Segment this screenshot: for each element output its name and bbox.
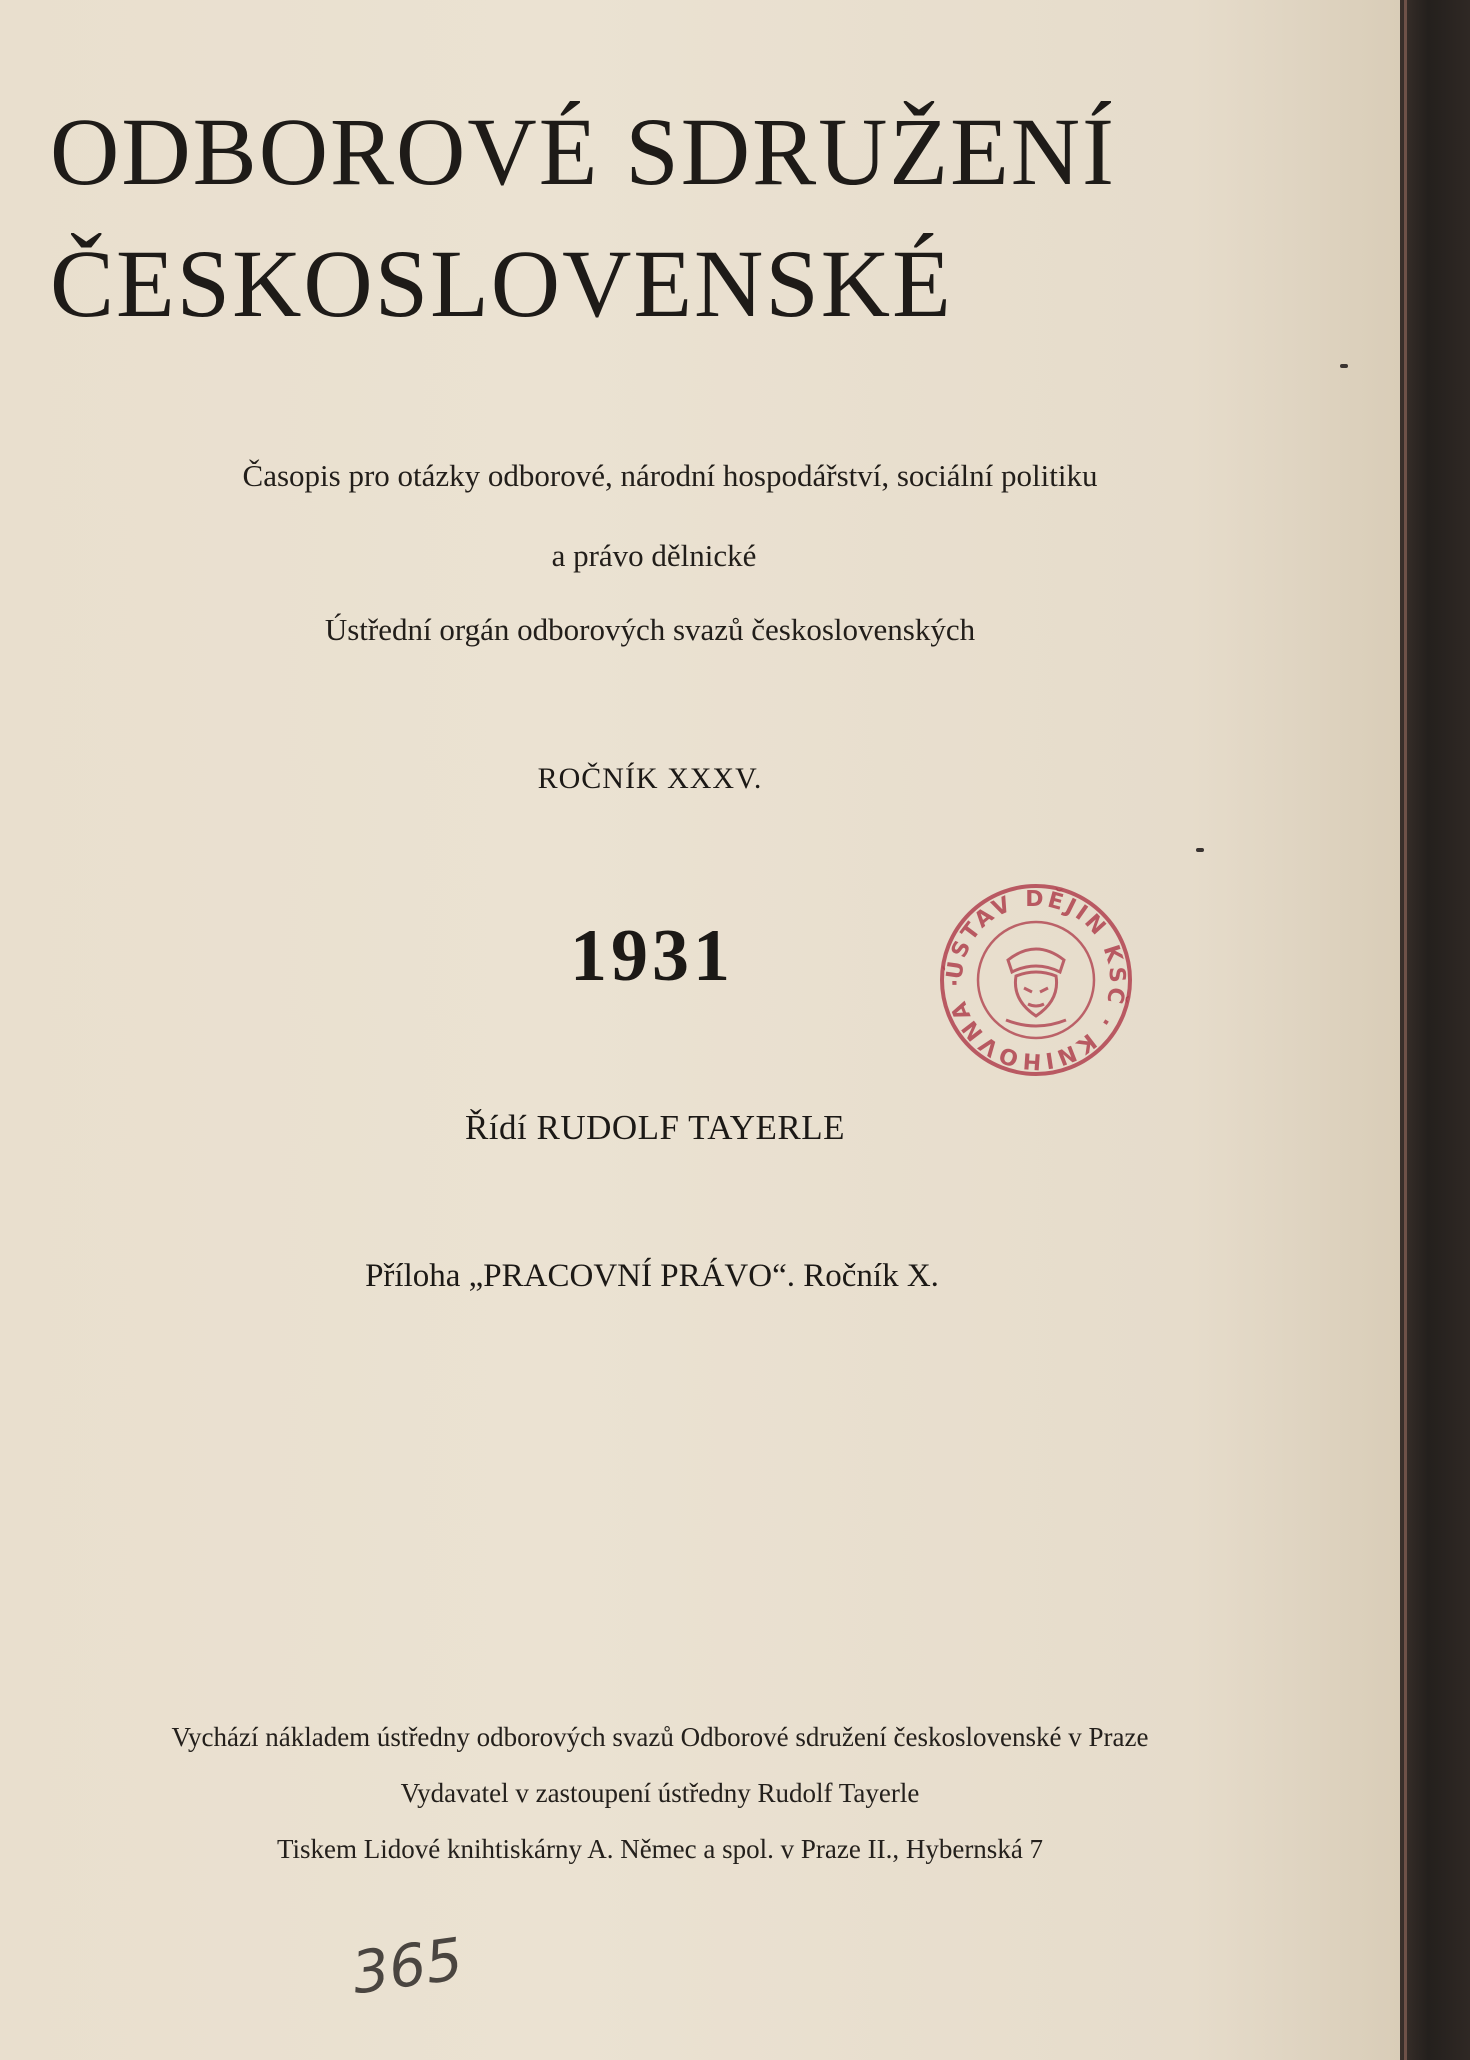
imprint-line-2: Vydavatel v zastoupení ústředny Rudolf Tayerle bbox=[400, 1778, 920, 1808]
subtitle-line-3: Ústřední orgán odborových svazů československých bbox=[324, 612, 976, 647]
binding-seam bbox=[1404, 0, 1407, 2060]
subtitle-line-1: Časopis pro otázky odborové, národní hospodářství, sociální politiku bbox=[242, 458, 1098, 493]
library-stamp-icon bbox=[936, 880, 1136, 1080]
editor-line: Řídí RUDOLF TAYERLE bbox=[464, 1108, 846, 1147]
volume-label: ROČNÍK XXXV. bbox=[537, 762, 763, 795]
journal-title-line-2: ČESKOSLOVENSKÉ bbox=[50, 230, 953, 337]
ink-speck bbox=[1340, 364, 1348, 368]
subtitle-line-2: a právo dělnické bbox=[551, 538, 757, 573]
handwritten-note: 365 bbox=[347, 1924, 467, 2008]
book-binding-edge bbox=[1400, 0, 1470, 2060]
publication-year: 1931 bbox=[570, 915, 734, 997]
journal-title-line-1: ODBOROVÉ SDRUŽENÍ bbox=[50, 98, 1116, 205]
ink-speck bbox=[1196, 848, 1204, 852]
supplement-line: Příloha „PRACOVNÍ PRÁVO“. Ročník X. bbox=[365, 1258, 939, 1294]
imprint-line-3: Tiskem Lidové knihtiskárny A. Němec a spol. v Praze II., Hybernská 7 bbox=[276, 1834, 1044, 1864]
imprint-line-1: Vychází nákladem ústředny odborových svazů Odborové sdružení československé v Praze bbox=[171, 1722, 1149, 1752]
stamp-text: ÚSTAV DĚJIN KSČ · KNIHOVNA · bbox=[942, 886, 1130, 1074]
